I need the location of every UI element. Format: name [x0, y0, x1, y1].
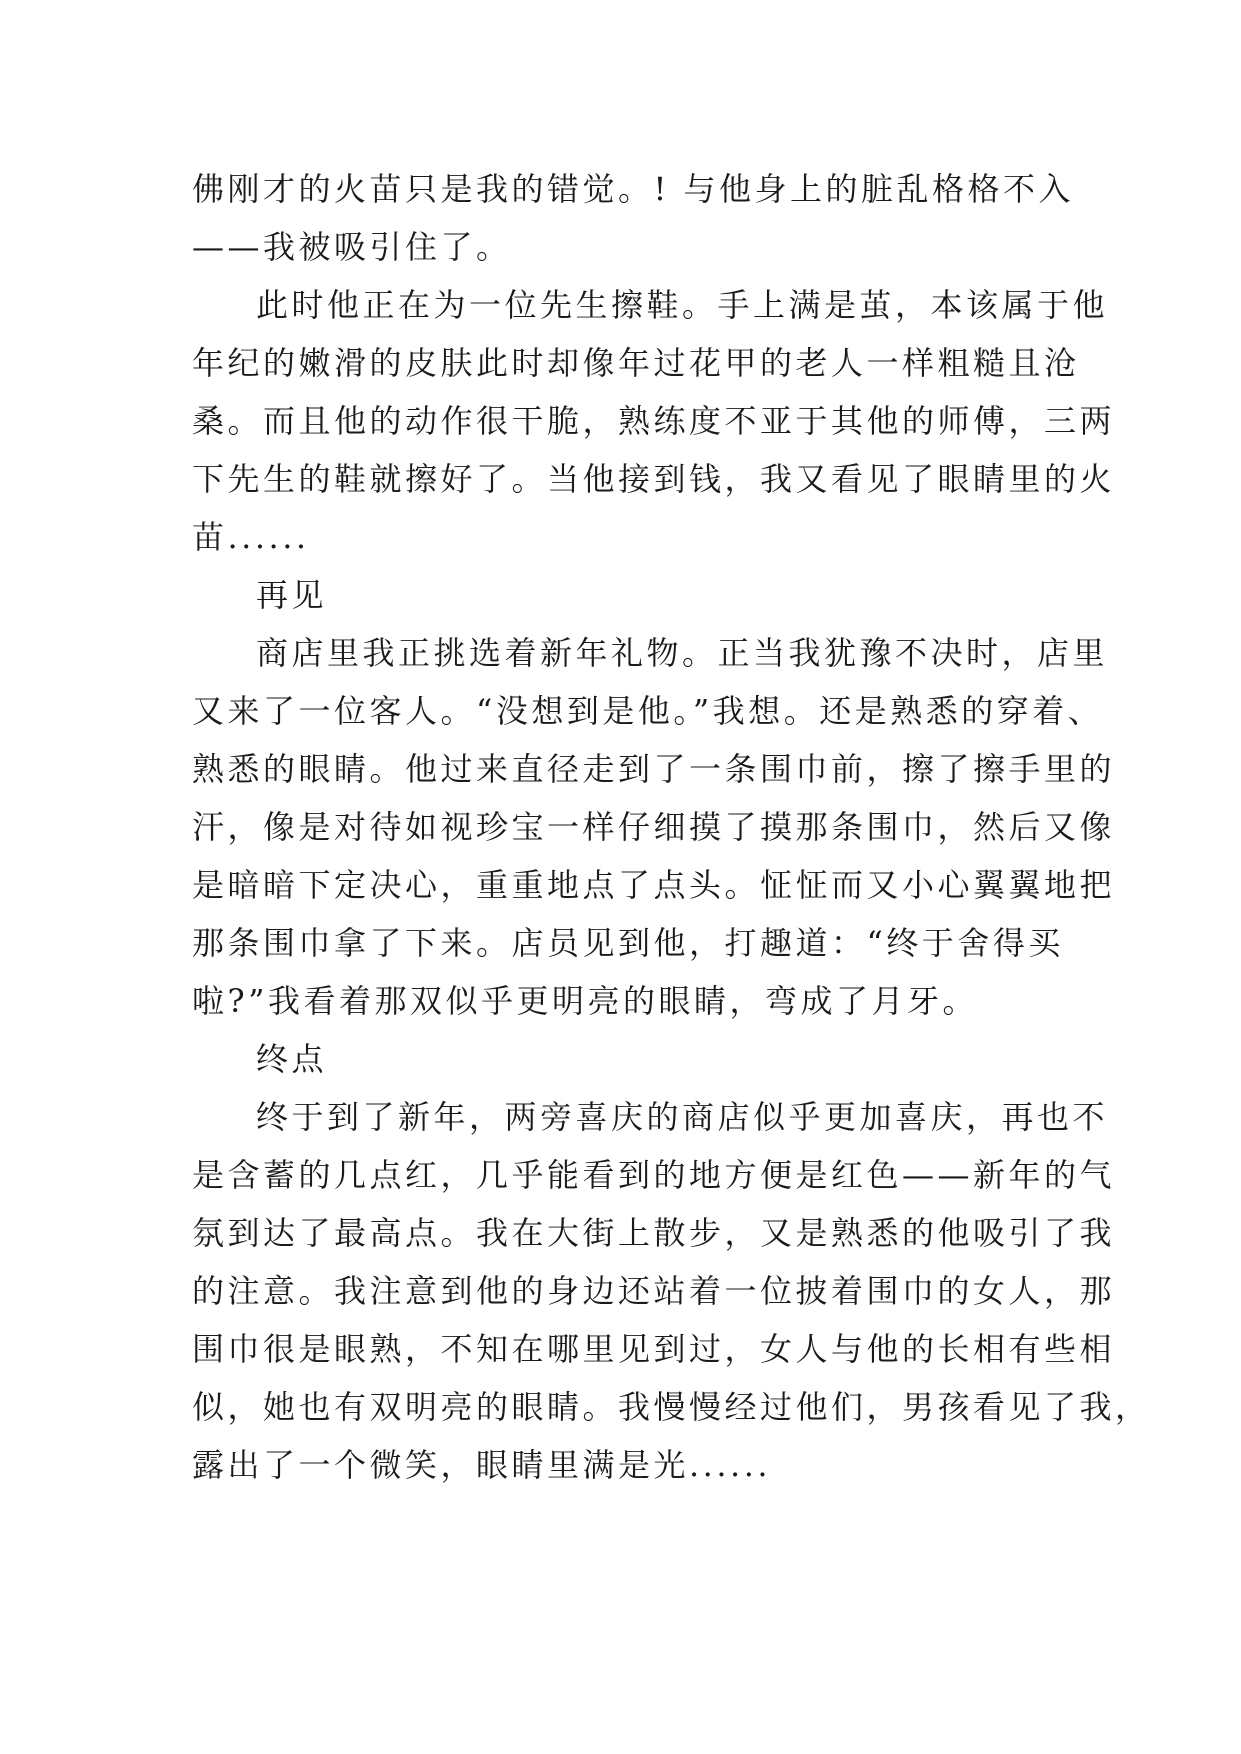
section-heading-zhongdian: 终点: [256, 1040, 328, 1078]
text-line: 是含蓄的几点红，几乎能看到的地方便是红色——新年的气: [192, 1156, 1116, 1194]
text-line: 此时他正在为一位先生擦鞋。手上满是茧，本该属于他: [256, 286, 1109, 324]
text-line: 熟悉的眼睛。他过来直径走到了一条围巾前，擦了擦手里的: [192, 750, 1116, 788]
text-line: 啦?”我看着那双似乎更明亮的眼睛，弯成了月牙。: [192, 982, 979, 1020]
text-line: 苗......: [192, 518, 310, 556]
text-line: ——我被吸引住了。: [192, 228, 512, 266]
text-line: 围巾很是眼熟，不知在哪里见到过，女人与他的长相有些相: [192, 1330, 1116, 1368]
text-line: 佛刚才的火苗只是我的错觉。! 与他身上的脏乱格格不入: [192, 170, 1075, 208]
text-line: 氛到达了最高点。我在大街上散步，又是熟悉的他吸引了我: [192, 1214, 1116, 1252]
text-line: 终于到了新年，两旁喜庆的商店似乎更加喜庆，再也不: [256, 1098, 1109, 1136]
section-heading-zaijian: 再见: [256, 576, 328, 614]
text-line: 汗，像是对待如视珍宝一样仔细摸了摸那条围巾，然后又像: [192, 808, 1116, 846]
text-line: 是暗暗下定决心，重重地点了点头。怔怔而又小心翼翼地把: [192, 866, 1116, 904]
text-line: 似，她也有双明亮的眼睛。我慢慢经过他们，男孩看见了我，: [192, 1388, 1151, 1426]
text-line: 桑。而且他的动作很干脆，熟练度不亚于其他的师傅，三两: [192, 402, 1116, 440]
text-line: 年纪的嫩滑的皮肤此时却像年过花甲的老人一样粗糙且沧: [192, 344, 1080, 382]
body-text: [192, 160, 1151, 1494]
text-line: 那条围巾拿了下来。店员见到他，打趣道：“终于舍得买: [192, 924, 1064, 962]
text-line: 的注意。我注意到他的身边还站着一位披着围巾的女人，那: [192, 1272, 1116, 1310]
text-line: 露出了一个微笑，眼睛里满是光......: [192, 1446, 772, 1484]
text-line: 下先生的鞋就擦好了。当他接到钱，我又看见了眼睛里的火: [192, 460, 1116, 498]
text-line: 商店里我正挑选着新年礼物。正当我犹豫不决时，店里: [256, 634, 1109, 672]
text-line: 又来了一位客人。“没想到是他。”我想。还是熟悉的穿着、: [192, 692, 1104, 730]
